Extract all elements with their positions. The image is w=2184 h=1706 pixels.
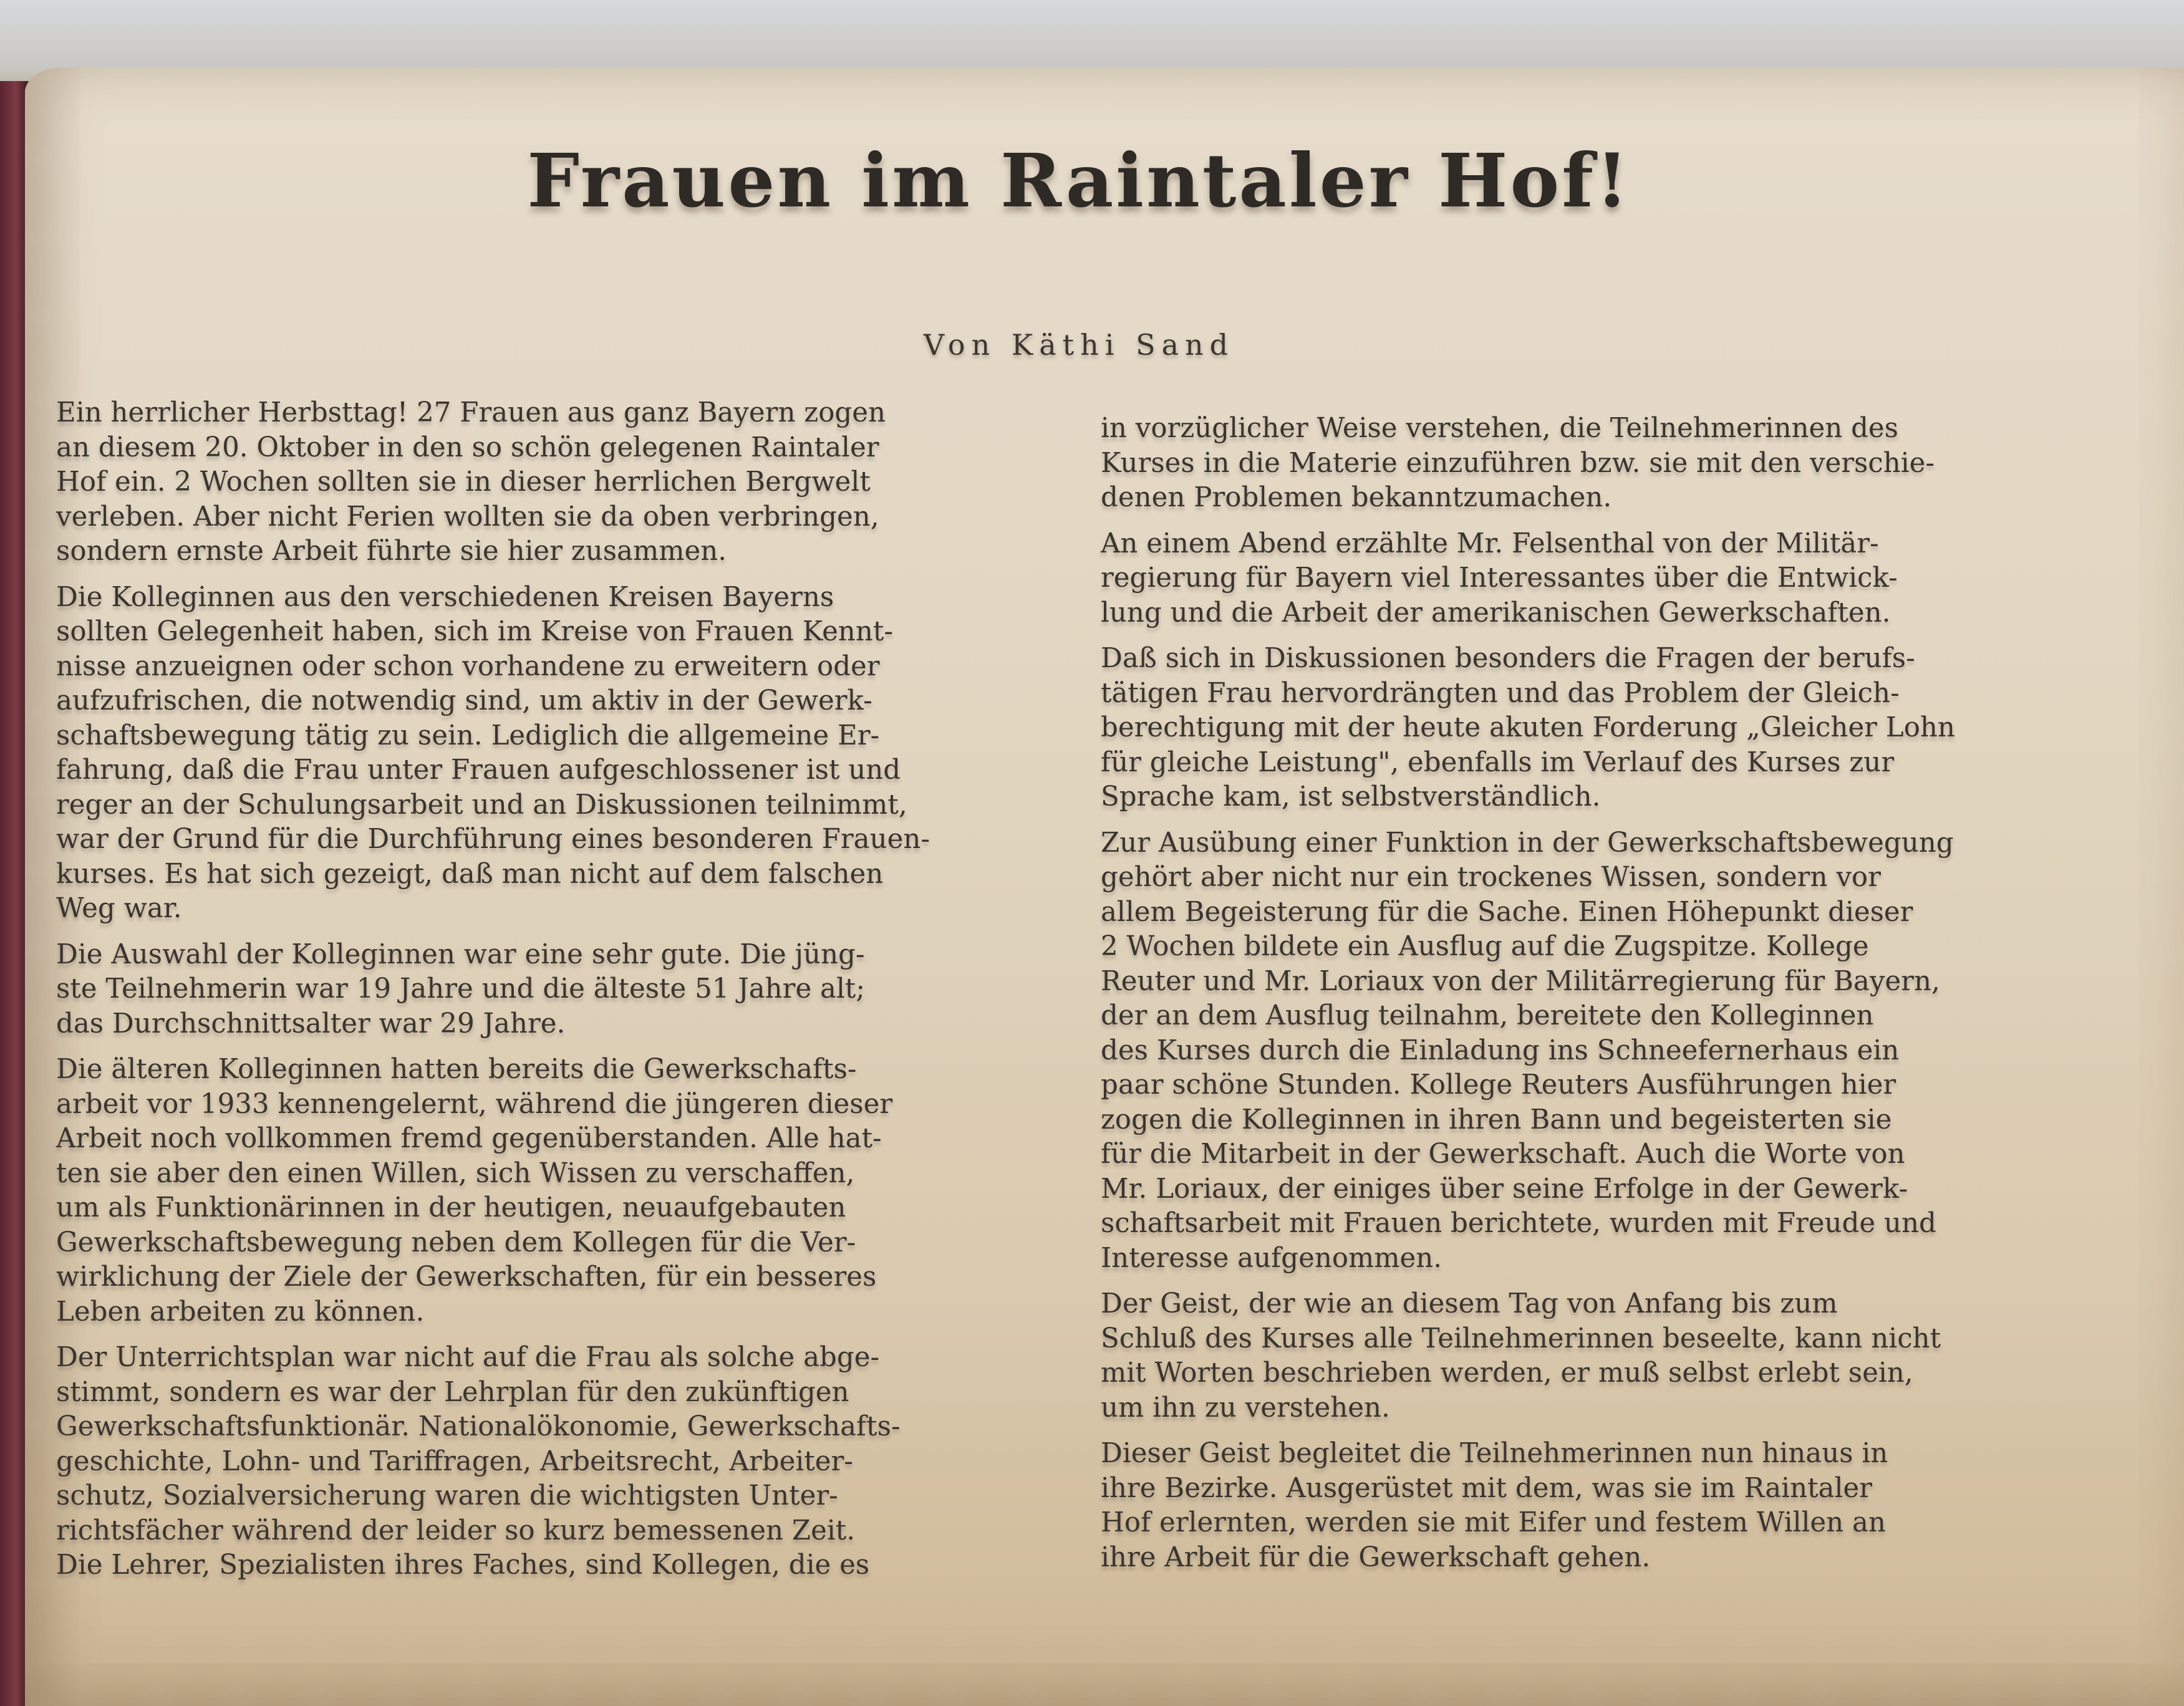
right-paragraph-1: in vorzüglicher Weise verstehen, die Teilnehmerinnen des Kurses in die Materie einzuführen bzw. sie mit den verschie- denen Problemen bekanntzumachen. (1101, 413, 1935, 513)
right-paragraph-3: Daß sich in Diskussionen besonders die Fragen der berufs- tätigen Frau hervordrängten und das Problem der Gleich- berechtigung mit der heute akuten Forderung „Gleicher Lohn für gleiche Leistung", ebenfalls im Verlauf des Kurses zur Sprache kam, ist selbstverständlich. (1101, 643, 1955, 812)
right-column (1101, 412, 2064, 1586)
article-title: Frauen im Raintaler Hof! (527, 137, 1631, 224)
right-paragraph-2: An einem Abend erzählte Mr. Felsenthal von der Militär- regierung für Bayern viel Interessantes über die Entwick- lung und die Arbeit der amerikanischen Gewerkschaften. (1101, 528, 1898, 629)
right-paragraph-6: Dieser Geist begleitet die Teilnehmerinnen nun hinaus in ihre Bezirke. Ausgerüstet mit dem, was sie im Raintaler Hof erlernten, werden sie mit Eifer und festem Willen an ihre Arbeit für die Gewerkschaft gehen. (1101, 1438, 1888, 1573)
article-byline: Von Käthi Sand (923, 328, 1235, 362)
left-column (56, 396, 1066, 1594)
left-paragraph-1: Ein herrlicher Herbsttag! 27 Frauen aus ganz Bayern zogen an diesem 20. Oktober in den so schön gelegenen Raintaler Hof ein. 2 Wochen sollten sie in dieser herrlichen Bergwelt verleben. Aber nicht Ferien wollten sie da oben verbringen, sondern ernste Arbeit führte sie hier zusammen. (56, 397, 886, 567)
left-paragraph-4: Die älteren Kolleginnen hatten bereits die Gewerkschafts- arbeit vor 1933 kennengelernt, während die jüngeren dieser Arbeit noch vollkommen fremd gegenüberstanden. Alle hat- ten sie aber den einen Willen, sich Wissen zu verschaffen, um als Funktionärinnen in der heutigen, neuaufgebauten Gewerkschaftsbewegung neben dem Kollegen für die Ver- wirklichung der Ziele der Gewerkschaften, für ein besseres Leben arbeiten zu können. (56, 1054, 893, 1328)
right-paragraph-4: Zur Ausübung einer Funktion in der Gewerkschaftsbewegung gehört aber nicht nur ein trockenes Wissen, sondern vor allem Begeisterung für die Sache. Einen Höhepunkt dieser 2 Wochen bildete ein Ausflug auf die Zugspitze. Kollege Reuter und Mr. Loriaux von der Militärregierung für Bayern, der an dem Ausflug teilnahm, bereitete den Kolleginnen des Kurses durch die Einladung ins Schneefernerhaus ein paar schöne Stunden. Kollege Reuters Ausführungen hier zogen die Kolleginnen in ihren Bann und begeisterten sie für die Mitarbeit in der Gewerkschaft. Auch die Worte von Mr. Loriaux, der einiges über seine Erfolge in der Gewerk- schaftsarbeit mit Frauen berichtete, wurden mit Freude und Interesse aufgenommen. (1101, 827, 1954, 1274)
right-paragraph-5: Der Geist, der wie an diesem Tag von Anfang bis zum Schluß des Kurses alle Teilnehmerinnen beseelte, kann nicht mit Worten beschrieben werden, er muß selbst erlebt sein, um ihn zu verstehen. (1101, 1288, 1941, 1424)
left-paragraph-5: Der Unterrichtsplan war nicht auf die Frau als solche abge- stimmt, sondern es war der Lehrplan für den zukünftigen Gewerkschaftsfunktionär. Nationalökonomie, Gewerkschafts- geschichte, Lohn- und Tariffragen, Arbeitsrecht, Arbeiter- schutz, Sozialversicherung waren die wichtigsten Unter- richtsfächer während der leider so kurz bemessenen Zeit. Die Lehrer, Spezialisten ihres Faches, sind Kollegen, die es (56, 1342, 901, 1581)
left-paragraph-2: Die Kolleginnen aus den verschiedenen Kreisen Bayerns sollten Gelegenheit haben, sich im Kreise von Frauen Kennt- nisse anzueignen oder schon vorhandene zu erweitern oder aufzufrischen, die notwendig sind, um aktiv in der Gewerk- schaftsbewegung tätig zu sein. Lediglich die allgemeine Er- fahrung, daß die Frau unter Frauen aufgeschlossener ist und reger an der Schulungsarbeit und an Diskussionen teilnimmt, war der Grund für die Durchführung eines besonderen Frauen- kurses. Es hat sich gezeigt, daß man nicht auf dem falschen Weg war. (56, 581, 930, 924)
left-paragraph-3: Die Auswahl der Kolleginnen war eine sehr gute. Die jüng- ste Teilnehmerin war 19 Jahre und die älteste 51 Jahre alt; das Durchschnittsalter war 29 Jahre. (56, 938, 866, 1039)
